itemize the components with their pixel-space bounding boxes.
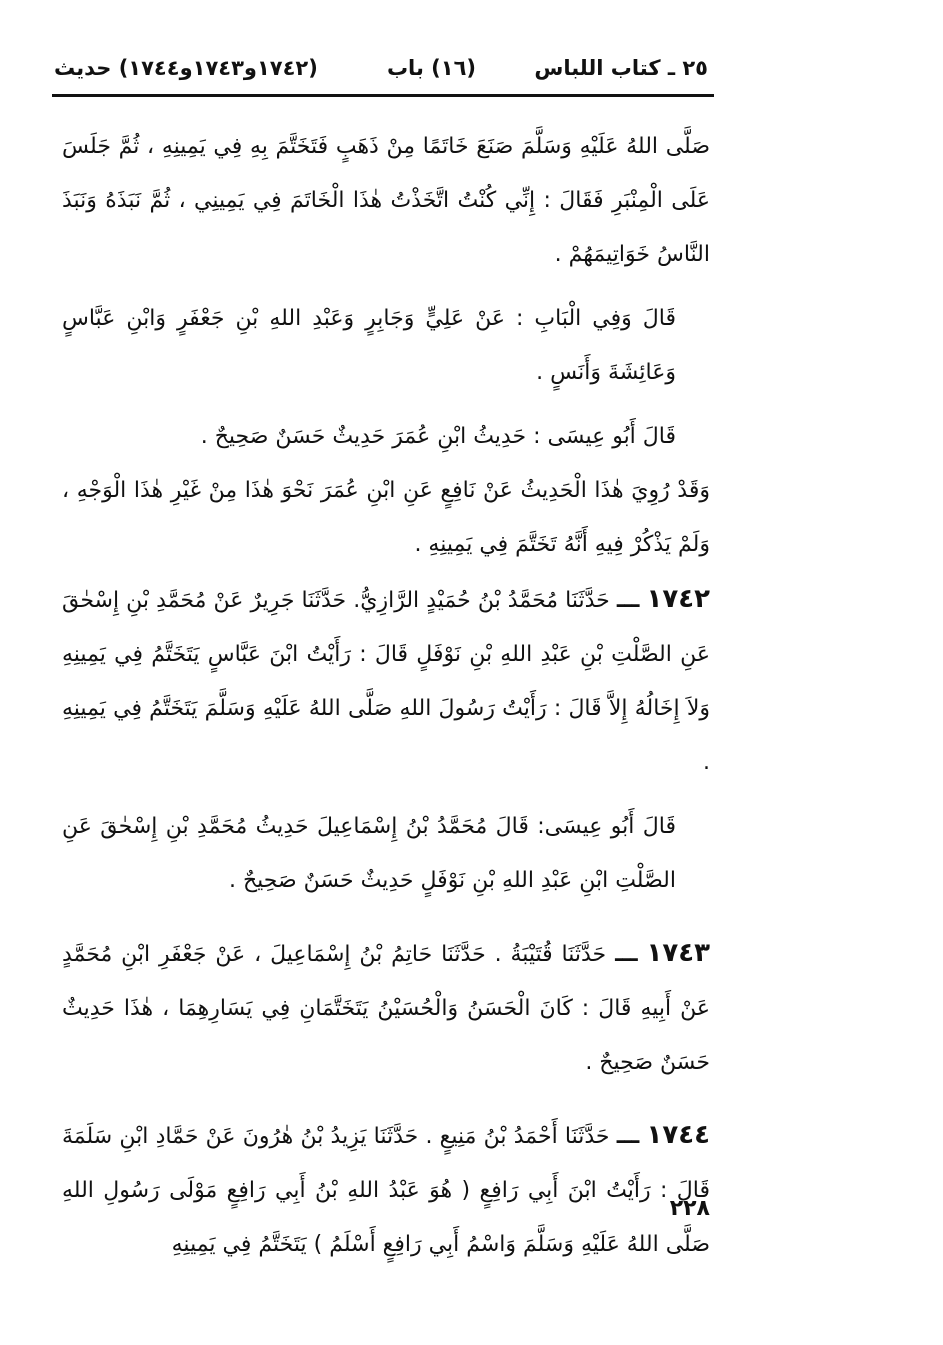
hadith-range: (١٧٤٢و١٧٤٣و١٧٤٤) حديث bbox=[54, 56, 318, 80]
hadith-1744 bbox=[62, 1108, 710, 1272]
hadith-dash: ـــ bbox=[616, 588, 640, 613]
hadith-number-1742: ١٧٤٢ bbox=[646, 584, 710, 614]
header-rule bbox=[52, 94, 714, 97]
hadith-number-1744: ١٧٤٤ bbox=[646, 1120, 711, 1150]
paragraph-4: وَقَدْ رُوِيَ هٰذَا الْحَدِيثُ عَنْ نَافِعٍ عَنِ ابْنِ عُمَرَ نَحْوَ هٰذَا مِنْ غَيْرِ هٰذَا الْوَجْهِ ، وَلَمْ يَذْكُرْ فِيهِ أَنَّهُ تَخَتَّمَ فِي يَمِينِهِ . bbox=[62, 478, 710, 557]
chapter-title: ٢٥ ـ كتاب اللباس bbox=[534, 56, 708, 80]
main-text bbox=[62, 120, 710, 1272]
hadith-1742 bbox=[62, 572, 710, 790]
hadith-text-1744: حَدَّثَنَا أَحْمَدُ بْنُ مَنِيعٍ . حَدَّثَنَا يَزِيدُ بْنُ هٰرُونَ عَنْ حَمَّادِ ابْنِ سَلَمَةَ قَالَ : رَأَيْتُ ابْنَ أَبِي رَافِعٍ ( هُوَ عَبْدُ اللهِ بْنُ أَبِي رَافِعٍ مَوْلَى رَسُولِ اللهِ صَلَّى اللهُ عَلَيْهِ وَسَلَّمَ وَاسْمُ أَبِي رَافِعٍ أَسْلَمُ ) يَتَخَتَّمُ فِي يَمِينِهِ bbox=[62, 1124, 710, 1257]
bab-label: (١٦) باب bbox=[386, 56, 476, 80]
hadith-number-1743: ١٧٤٣ bbox=[646, 938, 710, 968]
paragraph-6: قَالَ أَبُو عِيسَى: قَالَ مُحَمَّدُ بْنُ إِسْمَاعِيلَ حَدِيثُ مُحَمَّدِ بْنِ إِسْحٰقَ عَنِ الصَّلْتِ ابْنِ عَبْدِ اللهِ بْنِ نَوْفَلٍ حَدِيثٌ حَسَنٌ صَحِيحٌ . bbox=[62, 814, 676, 893]
hadith-1743 bbox=[62, 926, 710, 1090]
hadith-text-1743: حَدَّثَنَا قُتَيْبَةُ . حَدَّثَنَا حَاتِمُ بْنُ إِسْمَاعِيلَ ، عَنْ جَعْفَرِ ابْنِ مُحَمَّدٍ عَنْ أَبِيهِ قَالَ : كَانَ الْحَسَنُ وَالْحُسَيْنُ يَتَخَتَّمَانِ فِي يَسَارِهِمَا ، هٰذَا حَدِيثٌ حَسَنٌ صَحِيحٌ . bbox=[62, 942, 710, 1075]
hadith-dash: ـــ bbox=[616, 1124, 640, 1149]
paragraph-3: قَالَ أَبُو عِيسَى : حَدِيثُ ابْنِ عُمَرَ حَدِيثٌ حَسَنٌ صَحِيحٌ . bbox=[200, 424, 676, 449]
hadith-dash: ـــ bbox=[615, 942, 638, 967]
running-header bbox=[52, 46, 714, 94]
hadith-text-1742: حَدَّثَنَا مُحَمَّدُ بْنُ حُمَيْدٍ الرَّازِيُّ. حَدَّثَنَا جَرِيرٌ عَنْ مُحَمَّدِ بْنِ إِسْحٰقَ عَنِ الصَّلْتِ بْنِ عَبْدِ اللهِ بْنِ نَوْفَلٍ قَالَ : رَأَيْتُ ابْنَ عَبَّاسٍ يَتَخَتَّمُ فِي يَمِينِهِ وَلاَ إِخَالُهُ إِلاَّ قَالَ : رَأَيْتُ رَسُولَ اللهِ صَلَّى اللهُ عَلَيْهِ وَسَلَّمَ يَتَخَتَّمُ فِي يَمِينِهِ . bbox=[62, 588, 710, 775]
page-number: ٢٢٨ bbox=[669, 1196, 710, 1221]
paragraph-2: قَالَ وَفِي الْبَابِ : عَنْ عَلِيٍّ وَجَابِرٍ وَعَبْدِ اللهِ بْنِ جَعْفَرٍ وَابْنِ عَبَّاسٍ وَعَائِشَةَ وَأَنَسٍ . bbox=[62, 306, 676, 385]
paragraph-1: صَلَّى اللهُ عَلَيْهِ وَسَلَّمَ صَنَعَ خَاتَمًا مِنْ ذَهَبٍ فَتَخَتَّمَ بِهِ فِي يَمِينِهِ ، ثُمَّ جَلَسَ عَلَى الْمِنْبَرِ فَقَالَ : إِنِّي كُنْتُ اتَّخَذْتُ هٰذَا الْخَاتَمَ فِي يَمِينِي ، ثُمَّ نَبَذَهُ وَنَبَذَ النَّاسُ خَوَاتِيمَهُمْ . bbox=[62, 134, 710, 267]
